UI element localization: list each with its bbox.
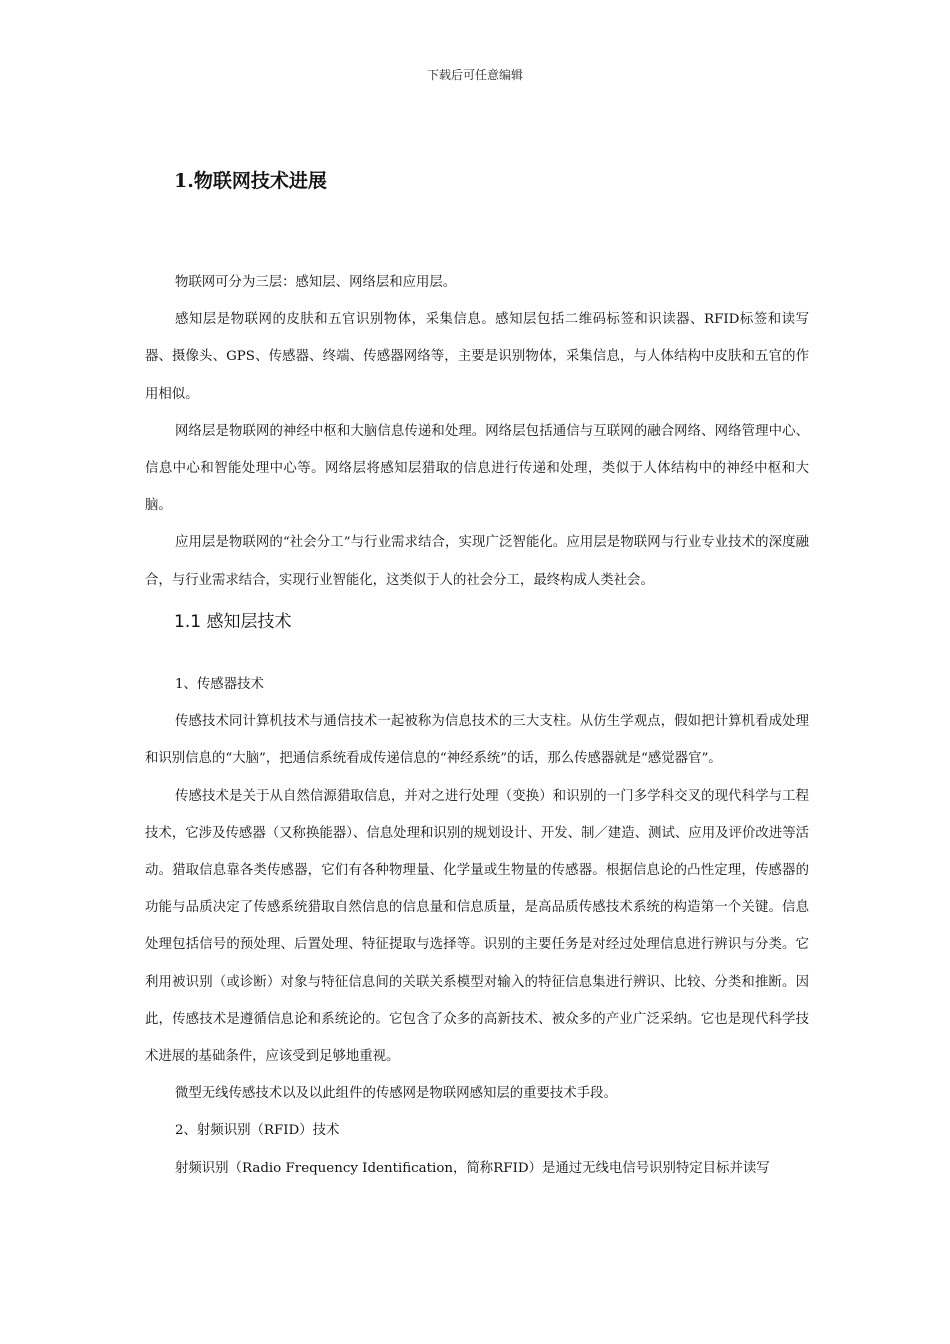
subheading: 2、射频识别（RFID）技术 bbox=[175, 1123, 340, 1139]
sensing-layer-section bbox=[145, 666, 809, 1187]
intro-section bbox=[145, 264, 809, 599]
document-title: 1.物联网技术进展 bbox=[174, 170, 327, 192]
subheading: 1、传感器技术 bbox=[175, 677, 264, 692]
paragraph: 传感技术是关于从自然信源猎取信息，并对之进行处理（变换）和识别的一门多学科交叉的现代科学与工程技术，它涉及传感器（又称换能器）、信息处理和识别的规划设计、开发、制／建造、测试、应用及评价改进等活动。猎取信息靠各类传感器，它们有各种物理量、化学量或生物量的传感器。根据信息论的凸性定理，传感器的功能与品质决定了传感系统猎取自然信息的信息量和信息质量，是高品质传感技术系统的构造第一个关键。信息处理包括信号的预处理、后置处理、特征提取与选择等。识别的主要任务是对经过处理信息进行辨识与分类。它利用被识别（或诊断）对象与特征信息间的关联关系模型对输入的特征信息集进行辨识、比较、分类和推断。因此，传感技术是遵循信息论和系统论的。它包含了众多的高新技术、被众多的产业广泛采纳。它也是现代科学技术进展的基础条件，应该受到足够地重视。 bbox=[145, 788, 809, 1065]
paragraph: 射频识别（Radio Frequency Identification，简称RFID）是通过无线电信号识别特定目标并读写 bbox=[175, 1160, 770, 1176]
page-header-note: 下载后可任意编辑 bbox=[426, 68, 523, 82]
paragraph: 应用层是物联网的“社会分工”与行业需求结合，实现广泛智能化。应用层是物联网与行业专业技术的深度融合，与行业需求结合，实现行业智能化，这类似于人的社会分工，最终构成人类社会。 bbox=[145, 535, 809, 588]
section-heading: 1.1 感知层技术 bbox=[174, 612, 292, 632]
paragraph: 网络层是物联网的神经中枢和大脑信息传递和处理。网络层包括通信与互联网的融合网络、网络管理中心、信息中心和智能处理中心等。网络层将感知层猎取的信息进行传递和处理，类似于人体结构中的神经中枢和大脑。 bbox=[145, 423, 809, 514]
paragraph: 微型无线传感技术以及以此组件的传感网是物联网感知层的重要技术手段。 bbox=[175, 1086, 617, 1102]
paragraph: 感知层是物联网的皮肤和五官识别物体，采集信息。感知层包括二维码标签和识读器、RFID标签和读写器、摄像头、GPS、传感器、终端、传感器网络等，主要是识别物体，采集信息，与人体结构中皮肤和五官的作用相似。 bbox=[145, 312, 809, 402]
paragraph: 传感技术同计算机技术与通信技术一起被称为信息技术的三大支柱。从仿生学观点，假如把计算机看成处理和识别信息的“大脑”，把通信系统看成传递信息的“神经系统”的话，那么传感器就是“感觉器官”。 bbox=[145, 714, 809, 767]
paragraph: 物联网可分为三层：感知层、网络层和应用层。 bbox=[175, 275, 457, 290]
